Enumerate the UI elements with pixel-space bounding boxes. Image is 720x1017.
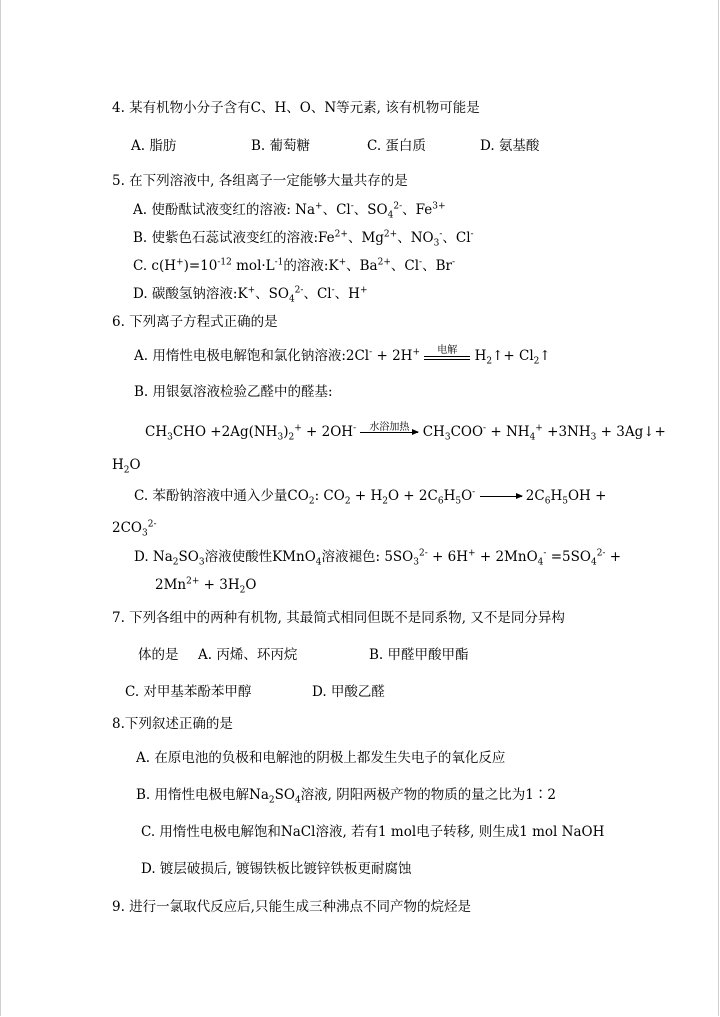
question-7-stem-cont: 体的是 bbox=[138, 647, 179, 663]
q6-option-a: A. 用惰性电极电解饱和氯化钠溶液:2Cl- + 2H+ 电解 $H_2↑+$ $Cl_2↑$ bbox=[134, 345, 551, 367]
q6-option-d-cont: $2Mn^{2+} + 3H_2O$ bbox=[155, 576, 257, 596]
question-8-stem: 8.下列叙述正确的是 bbox=[112, 716, 233, 732]
q4-option-a: A. 脂肪 bbox=[131, 138, 177, 154]
q5-option-b: B. 使紫色石蕊试液变红的溶液$:Fe^{2+}$、$Mg^{2+}$、$NO_3^-$、Cl- bbox=[133, 229, 474, 249]
q6-option-b-stem: B. 用银氨溶液检验乙醛中的醛基: bbox=[134, 384, 333, 400]
electrolysis-arrow: 电解 bbox=[424, 354, 470, 360]
q6-option-d: D. $Na_2SO_3$溶液使酸性KMnO$_4$溶液褪色: $5SO_3^{2-} + 6H^+ + 2MnO_4^- =5SO_4^{2-}$ + bbox=[134, 548, 622, 568]
q4-option-d: D. 氨基酸 bbox=[480, 138, 540, 154]
question-6-stem: 6. 下列离子方程式正确的是 bbox=[112, 314, 278, 330]
q6-option-b-equation: $CH_3CHO +2Ag(NH_3)_2^+ + 2OH^-$ 水浴加热 $CH_3COO^- + NH_4^+ +3NH_3$ + 3Ag↓+ bbox=[145, 422, 666, 443]
q5-option-a: A. 使酚酞试液变红的溶液: Na+、Cl-、$SO_4^{2-}$、$Fe^{3+}$ bbox=[133, 201, 446, 221]
q7-option-d: D. 甲酸乙醛 bbox=[312, 684, 385, 700]
q5-option-d: D. 碳酸氢钠溶液:K+、$SO_4^{2-}$、Cl-、H+ bbox=[133, 285, 368, 305]
q7-option-b: B. 甲醛甲酸甲酯 bbox=[369, 647, 469, 663]
q6-option-c: C. 苯酚钠溶液中通入少量$CO_2$: $CO_2 + H_2O + 2C_6H_5O^-$ $2C_6H_5OH$ + bbox=[134, 487, 607, 507]
q7-option-c: C. 对甲基苯酚苯甲醇 bbox=[125, 684, 252, 700]
q6-option-b-equation-cont: $H_2O$ bbox=[112, 457, 141, 476]
question-4-stem: 4. 某有机物小分子含有C、H、O、N等元素, 该有机物可能是 bbox=[112, 100, 480, 116]
question-9-stem: 9. 进行一氯取代反应后,只能生成三种沸点不同产物的烷烃是 bbox=[112, 899, 471, 915]
q8-option-c: C. 用惰性电极电解饱和NaCl溶液, 若有1 mol电子转移, 则生成1 mol NaOH bbox=[141, 824, 605, 840]
water-bath-arrow: 水浴加热 bbox=[360, 432, 418, 433]
q4-option-b: B. 葡萄糖 bbox=[251, 138, 311, 154]
q7-option-a: A. 丙烯、环丙烷 bbox=[198, 647, 298, 663]
q5-option-c: C. $c(H^+)=10^{-12}$ $mol\cdot L^{-1}$的溶液:K+、$Ba^{2+}$、Cl-、Br- bbox=[133, 257, 455, 274]
q8-option-d: D. 镀层破损后, 镀锡铁板比镀锌铁板更耐腐蚀 bbox=[141, 861, 412, 877]
q4-option-c: C. 蛋白质 bbox=[367, 138, 426, 154]
question-5-stem: 5. 在下列溶液中, 各组离子一定能够大量共存的是 bbox=[112, 173, 408, 189]
q6-option-c-cont: $2CO_3^{2-}$ bbox=[112, 519, 157, 539]
question-7-stem: 7. 下列各组中的两种有机物, 其最简式相同但既不是同系物, 又不是同分异构 bbox=[112, 610, 565, 626]
q8-option-a: A. 在原电池的负极和电解池的阴极上都发生失电子的氧化反应 bbox=[136, 750, 506, 766]
q8-option-b: B. 用惰性电极电解$Na_2SO_4$溶液, 阴阳两极产物的物质的量之比为1∶2 bbox=[136, 787, 556, 806]
reaction-arrow bbox=[480, 496, 522, 497]
